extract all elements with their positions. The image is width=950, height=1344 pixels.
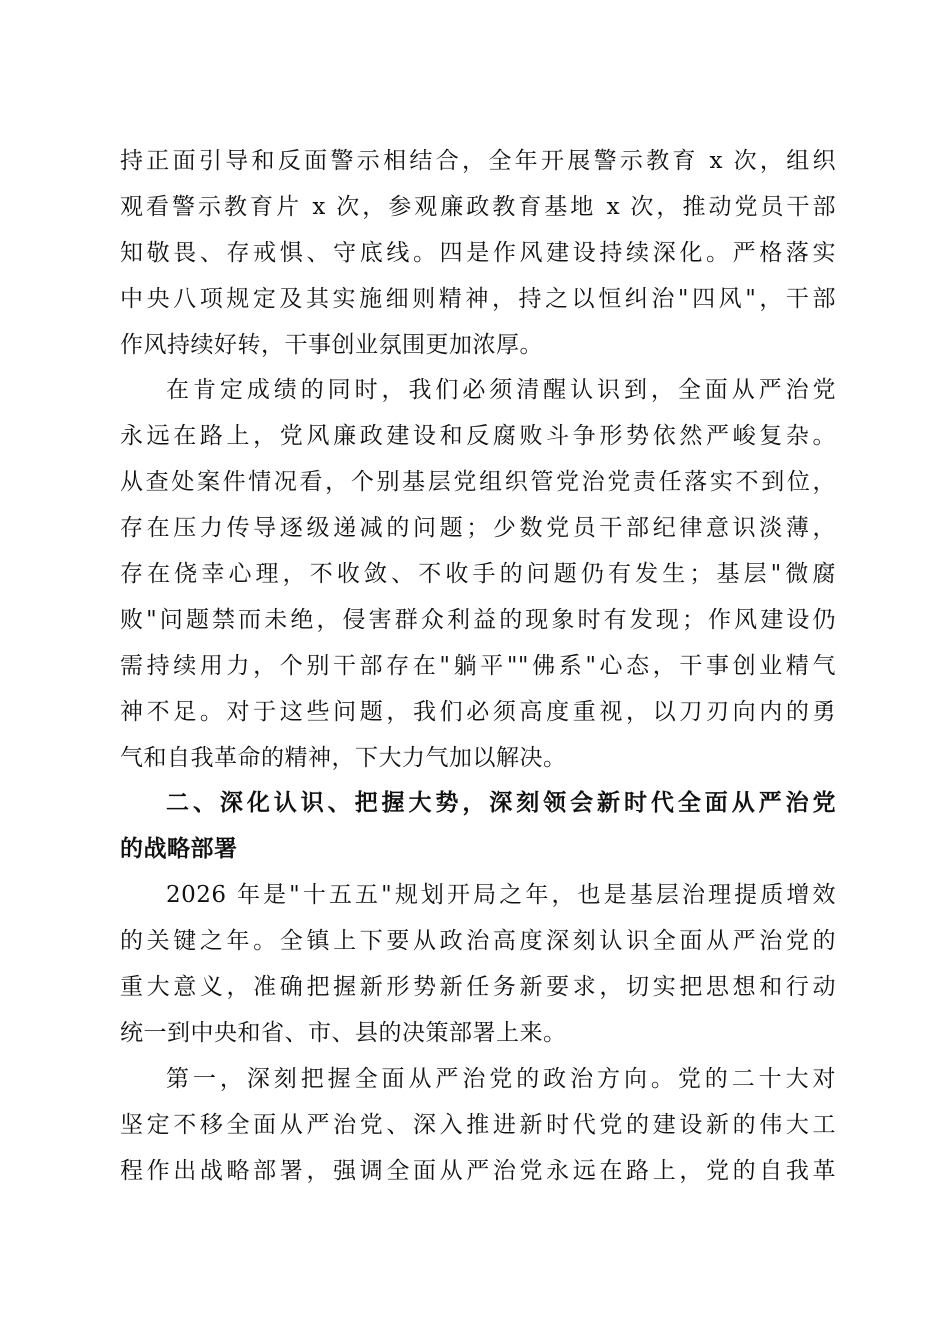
text-line: 重大意义，准确把握新形势新任务新要求，切实把思想和行动 — [120, 974, 836, 1000]
paragraph-first-line: 第一，深刻把握全面从严治党的政治方向。党的二十大对 — [166, 1066, 836, 1092]
text-line: 永远在路上，党风廉政建设和反腐败斗争形势依然严峻复杂。 — [120, 423, 836, 449]
section-heading: 二、深化认识、把握大势，深刻领会新时代全面从严治党 — [166, 790, 836, 816]
text-line: 作风持续好转，干事创业氛围更加浓厚。 — [120, 332, 543, 358]
text-line: 需持续用力，个别干部存在"躺平""佛系"心态，干事创业精气 — [120, 653, 836, 679]
text-line: 持正面引导和反面警示相结合，全年开展警示教育 x 次，组织 — [120, 148, 836, 174]
text-line: 坚定不移全面从严治党、深入推进新时代党的建设新的伟大工 — [120, 1112, 836, 1138]
text-line: 知敬畏、存戒惧、守底线。四是作风建设持续深化。严格落实 — [120, 240, 836, 266]
text-line: 败"问题禁而未绝，侵害群众利益的现象时有发现；作风建设仍 — [120, 607, 836, 633]
text-line: 从查处案件情况看，个别基层党组织管党治党责任落实不到位， — [120, 469, 836, 495]
text-line: 观看警示教育片 x 次，参观廉政教育基地 x 次，推动党员干部 — [120, 194, 836, 220]
text-line: 神不足。对于这些问题，我们必须高度重视，以刀刃向内的勇 — [120, 699, 836, 725]
text-line: 存在侥幸心理，不收敛、不收手的问题仍有发生；基层"微腐 — [120, 561, 836, 587]
text-line: 统一到中央和省、市、县的决策部署上来。 — [120, 1020, 567, 1046]
text-line: 中央八项规定及其实施细则精神，持之以恒纠治"四风"，干部 — [120, 286, 836, 312]
section-heading-continued: 的战略部署 — [120, 836, 238, 862]
text-line: 程作出战略部署，强调全面从严治党永远在路上，党的自我革 — [120, 1158, 836, 1184]
text-line: 存在压力传导逐级递减的问题；少数党员干部纪律意识淡薄， — [120, 515, 836, 541]
paragraph-first-line: 在肯定成绩的同时，我们必须清醒认识到，全面从严治党 — [166, 377, 836, 403]
paragraph-first-line: 2026 年是"十五五"规划开局之年，也是基层治理提质增效 — [166, 882, 836, 908]
text-line: 气和自我革命的精神，下大力气加以解决。 — [120, 745, 567, 771]
text-line: 的关键之年。全镇上下要从政治高度深刻认识全面从严治党的 — [120, 928, 836, 954]
